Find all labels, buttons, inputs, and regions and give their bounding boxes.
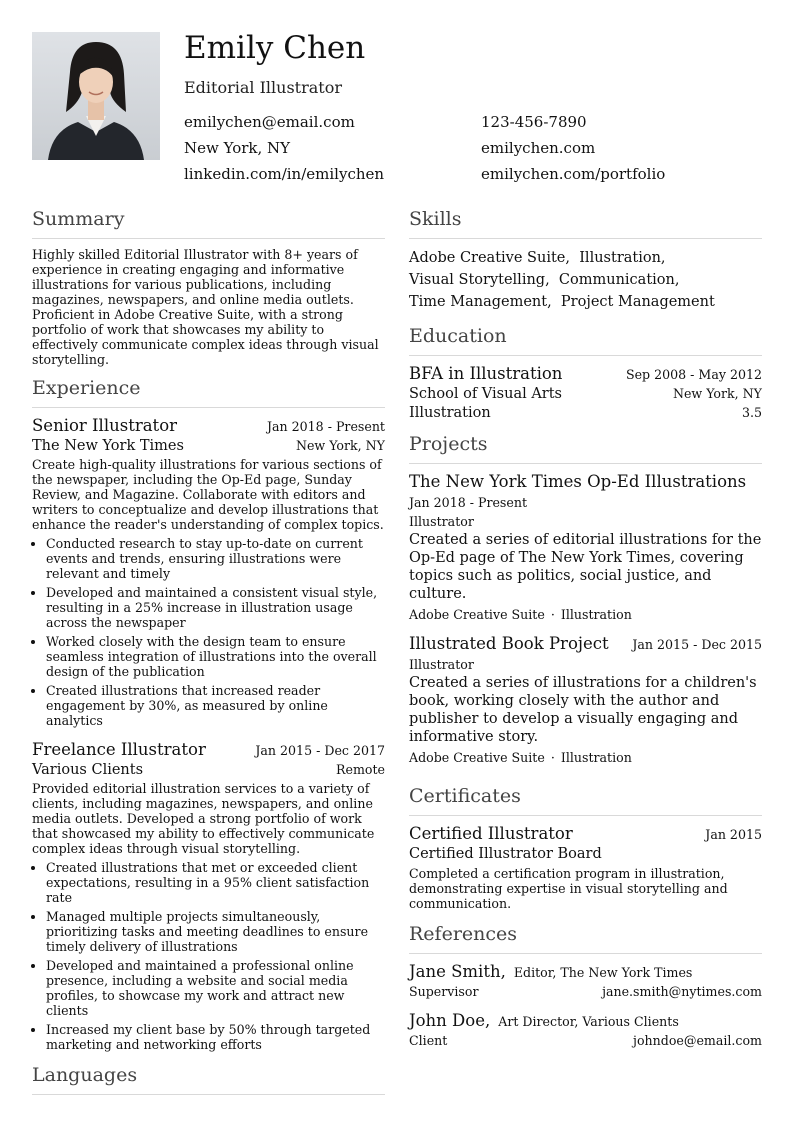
- field-of-study: Illustration: [409, 405, 491, 421]
- certificate-date: Jan 2015: [705, 827, 762, 842]
- job-dates: Jan 2018 - Present: [266, 419, 385, 434]
- skill-item: Project Management: [560, 294, 715, 310]
- education-heading: Education: [409, 325, 762, 356]
- reference-relation: Supervisor: [409, 984, 479, 999]
- references-heading: References: [409, 923, 762, 954]
- bullet-item: • Increased my client base by 50% through targeted marketing and networking efforts: [46, 1022, 385, 1052]
- location: New York, NY: [184, 139, 291, 157]
- candidate-name: Emily Chen: [184, 30, 366, 66]
- job-entry: [32, 740, 385, 1052]
- bullet-item: • Managed multiple projects simultaneously, prioritizing tasks and meeting deadlines to ensure timely delivery of illustrations: [46, 909, 385, 954]
- summary-text: Highly skilled Editorial Illustrator with 8+ years of experience in creating engaging and informative illustrations for various publications, including magazines, newspapers, and online media outlets. Proficient in Adobe Creative Suite, with a strong portfolio of work that showcases my ability to effectively communicate complex ideas through visual storytelling.: [32, 247, 379, 367]
- job-description: Create high-quality illustrations for various sections of the newspaper, including the Op-Ed page, Sunday Review, and Magazine. Collaborate with editors and writers to conceptualize and develop illustrations that enhance the reader's understanding of complex topics.: [32, 457, 384, 532]
- projects-heading: Projects: [409, 433, 762, 464]
- project-entry: [409, 472, 762, 622]
- skills-list: Adobe Creative Suite, Illustration, Visual Storytelling, Communication, Time Management, Project Management: [409, 250, 715, 310]
- reference-entry: [409, 962, 762, 999]
- bullet-item: • Worked closely with the design team to ensure seamless integration of illustrations into the overall design of the publication: [46, 634, 385, 679]
- bullet-item: • Conducted research to stay up-to-date on current events and trends, ensuring illustrations were relevant and timely: [46, 536, 385, 581]
- bullet-item: • Developed and maintained a consistent visual style, resulting in a 25% increase in illustration usage across the newspaper: [46, 585, 385, 630]
- job-location: Remote: [336, 762, 385, 777]
- reference-email[interactable]: jane.smith@nytimes.com: [602, 984, 762, 999]
- skills-heading: Skills: [409, 208, 762, 239]
- certificate-title: Certified Illustrator: [409, 824, 573, 843]
- tool-tag: Adobe Creative Suite: [409, 750, 545, 765]
- reference-entry: [409, 1011, 762, 1048]
- email-link[interactable]: emilychen@email.com: [184, 113, 355, 131]
- portfolio-link[interactable]: emilychen.com/portfolio: [481, 165, 666, 183]
- job-location: New York, NY: [295, 438, 385, 453]
- project-description: Created a series of illustrations for a children's book, working closely with the author and publisher to develop a visually engaging and informative story.: [409, 675, 757, 745]
- job-dates: Jan 2015 - Dec 2017: [255, 743, 385, 758]
- project-title: The New York Times Op-Ed Illustrations: [409, 472, 747, 491]
- summary-heading: Summary: [32, 208, 385, 239]
- job-description: Provided editorial illustration services to a variety of clients, including magazines, newspapers, and online media outlets. Developed a strong portfolio of work that showcased my ability to effectively communicate complex ideas through visual storytelling.: [32, 781, 375, 856]
- project-tools: Adobe Creative Suite · Illustration: [409, 750, 632, 765]
- project-role: Illustrator: [409, 514, 474, 529]
- reference-email[interactable]: johndoe@email.com: [633, 1033, 762, 1048]
- project-title: Illustrated Book Project: [409, 634, 609, 653]
- reference-position: Art Director, Various Clients: [498, 1014, 679, 1029]
- education-entry: [409, 364, 762, 421]
- left-column: [32, 208, 385, 1103]
- gpa: 3.5: [741, 405, 762, 420]
- languages-heading: Languages: [32, 1064, 385, 1095]
- reference-name: John Doe,: [409, 1011, 491, 1030]
- company-name: The New York Times: [32, 438, 184, 454]
- job-title: Senior Illustrator: [32, 416, 178, 435]
- skill-item: Time Management: [409, 294, 548, 310]
- certificates-heading: Certificates: [409, 785, 762, 816]
- tool-tag: Adobe Creative Suite: [409, 607, 545, 622]
- project-description: Created a series of editorial illustrations for the Op-Ed page of The New York Times, covering topics such as politics, social justice, and culture.: [409, 532, 762, 602]
- company-name: Various Clients: [32, 762, 144, 778]
- school-location: New York, NY: [672, 386, 762, 401]
- certificate-issuer: Certified Illustrator Board: [409, 846, 602, 862]
- certificate-entry: [409, 824, 762, 911]
- tool-tag: Illustration: [560, 607, 632, 622]
- project-dates: Jan 2018 - Present: [409, 495, 528, 510]
- skill-item: Visual Storytelling: [409, 272, 546, 288]
- project-role: Illustrator: [409, 657, 474, 672]
- certificate-description: Completed a certification program in illustration, demonstrating expertise in visual storytelling and communication.: [409, 866, 728, 911]
- bullet-item: • Created illustrations that met or exceeded client expectations, resulting in a 95% client satisfaction rate: [46, 860, 385, 905]
- experience-heading: Experience: [32, 377, 385, 408]
- profile-photo: [32, 32, 160, 160]
- project-tools: Adobe Creative Suite · Illustration: [409, 607, 632, 622]
- reference-relation: Client: [409, 1033, 448, 1048]
- right-column: [409, 208, 762, 1048]
- reference-position: Editor, The New York Times: [513, 965, 693, 980]
- job-title: Freelance Illustrator: [32, 740, 206, 759]
- job-title: Editorial Illustrator: [184, 78, 343, 97]
- job-bullets: [32, 536, 385, 728]
- tool-tag: Illustration: [560, 750, 632, 765]
- project-dates: Jan 2015 - Dec 2015: [632, 637, 762, 652]
- linkedin-link[interactable]: linkedin.com/in/emilychen: [184, 165, 385, 183]
- bullet-item: • Created illustrations that increased reader engagement by 30%, as measured by online analytics: [46, 683, 385, 728]
- website-link[interactable]: emilychen.com: [481, 139, 596, 157]
- degree: BFA in Illustration: [409, 364, 563, 383]
- skill-item: Communication: [558, 272, 675, 288]
- bullet-item: • Developed and maintained a professional online presence, including a website and social media profiles, to showcase my work and attract new clients: [46, 958, 385, 1018]
- job-entry: [32, 416, 385, 728]
- skill-item: Illustration: [579, 250, 661, 266]
- reference-name: Jane Smith,: [409, 962, 506, 981]
- phone-number[interactable]: 123-456-7890: [481, 113, 587, 131]
- skill-item: Adobe Creative Suite: [409, 250, 566, 266]
- school-name: School of Visual Arts: [409, 386, 563, 402]
- job-bullets: [32, 860, 385, 1052]
- education-dates: Sep 2008 - May 2012: [625, 367, 762, 382]
- project-entry: [409, 634, 762, 765]
